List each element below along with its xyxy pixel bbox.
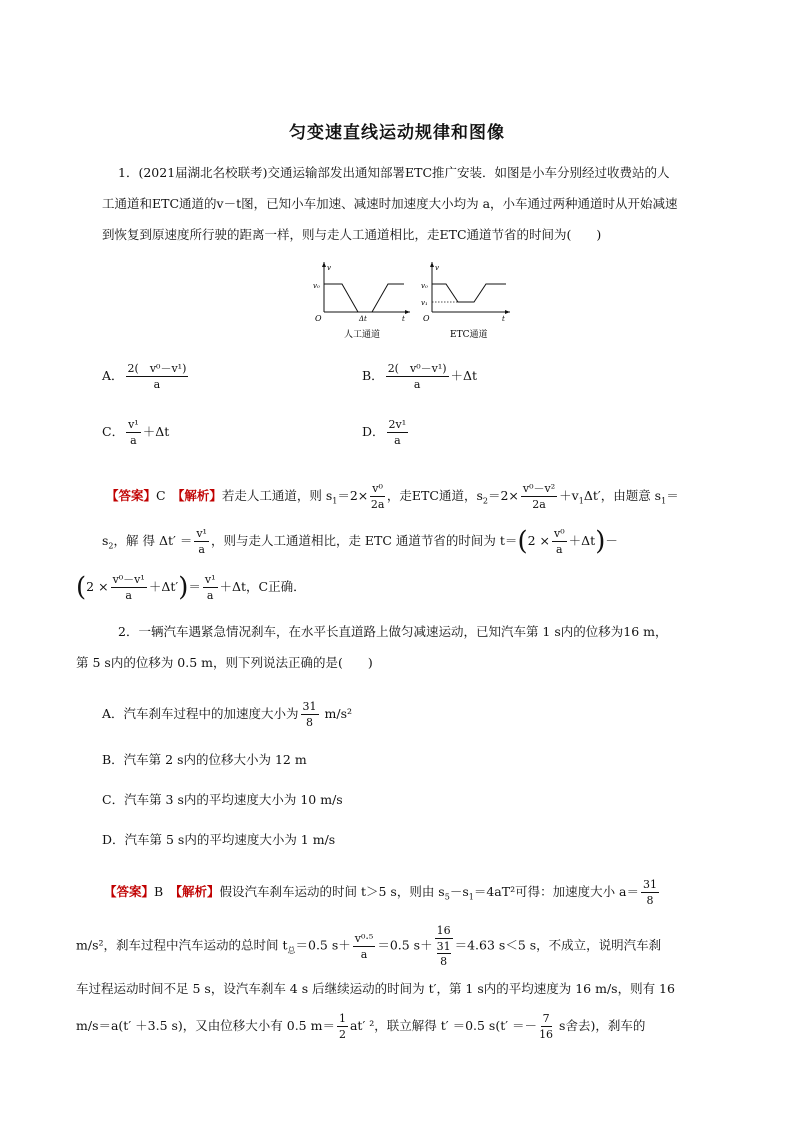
left-v-axis-label: v xyxy=(327,264,331,272)
q2-option-c: C．汽车第 3 s内的平均速度大小为 10 m/s xyxy=(102,792,343,807)
q1-option-b: B． $\frac{\text{2( v⁰－v¹)}}{a}$ ＋Δt xyxy=(362,362,478,391)
q2-option-a: A．汽车刹车过程中的加速度大小为 $\frac{31}{8}$ m/s² xyxy=(102,700,352,729)
q2-answer-line-4: m/s＝a(t′ ＋3.5 s)，又由位移大小有 0.5 m＝ $\frac{1}{2}$ at′ ²，联立解得 t′ ＝0.5 s(t′ ＝－ $\frac{7}{16}$ s舍去)，刹车的 xyxy=(76,1012,646,1041)
analysis-tag: 【解析】 xyxy=(178,488,222,503)
q1-answer-line-3: (2 × $\frac{\text{v⁰－v¹}}{a}$ ＋Δt′)＝ $\frac{\text{v¹}}{a}$ ＋Δt，C正确． xyxy=(76,572,306,603)
q1-line-3: 到恢复到原速度所行驶的距离一样，则与走人工通道相比，走ETC通道节省的时间为( ) xyxy=(102,227,602,242)
q1-option-c: C． $\frac{\text{v¹}}{a}$ ＋Δt xyxy=(102,418,170,447)
answer-tag: 【答案】 xyxy=(104,884,155,899)
q1-option-a: A． $\frac{\text{2( v⁰－v¹)}}{a}$ xyxy=(102,362,187,391)
q1-line-1: 1．(2021届湖北名校联考)交通运输部发出通知部署ETC推广安装．如图是小车分别经过收费站的人 xyxy=(118,165,670,180)
manual-lane-graph xyxy=(313,262,410,340)
page-title: 匀变速直线运动规律和图像 xyxy=(289,123,505,143)
q1-line-2: 工通道和ETC通道的v－t图，已知小车加速、减速时加速度大小均为 a，小车通过两种通道时从开始减速 xyxy=(102,196,678,211)
analysis-tag: 【解析】 xyxy=(175,884,220,899)
q1-answer-line-2: $s_2$，解 得 Δt′ ＝ $\frac{\text{v¹}}{a}$ ，则与走人工通道相比，走 ETC 通道节省的时间为 t＝(2 × $\frac{\text{v⁰}}{a}$ ＋Δt)－ xyxy=(102,526,618,557)
q2-line-2: 第 5 s内的位移为 0.5 m，则下列说法正确的是( ) xyxy=(76,655,373,670)
right-origin-label: O xyxy=(423,314,430,323)
left-v0-label: v₀ xyxy=(313,282,320,290)
delta-t-label: Δt xyxy=(359,315,367,323)
q2-line-1: 2．一辆汽车遇紧急情况刹车，在水平长直道路上做匀减速运动，已知汽车第 1 s内的位移为16 m， xyxy=(118,624,668,639)
q2-option-b: B．汽车第 2 s内的位移大小为 12 m xyxy=(102,752,307,767)
left-origin-label: O xyxy=(315,314,322,323)
answer-letter: C xyxy=(156,488,166,503)
left-t-axis-label: t xyxy=(402,315,405,323)
answer-letter: B xyxy=(154,884,164,899)
q2-option-d: D．汽车第 5 s内的平均速度大小为 1 m/s xyxy=(102,832,336,847)
right-v-axis-label: v xyxy=(435,264,439,272)
etc-lane-graph xyxy=(421,262,510,340)
q2-answer-line-1: 【答案】B 【解析】假设汽车刹车运动的时间 t＞5 s，则由 $s_5-s_1=4aT^2$可得：加速度大小 a＝ $\frac{31}{8}$ xyxy=(104,878,658,907)
right-t-axis-label: t xyxy=(502,315,505,323)
right-v1-label: v₁ xyxy=(421,299,428,307)
q2-answer-line-3: 车过程运动时间不足 5 s，设汽车刹车 4 s 后继续运动的时间为 t′，第 1 s内的平均速度为 16 m/s，则有 16 xyxy=(76,981,675,996)
answer-tag: 【答案】 xyxy=(106,488,157,503)
manual-lane-caption: 人工通道 xyxy=(344,330,381,340)
etc-lane-caption: ETC通道 xyxy=(450,330,488,340)
q1-answer-line-1: 【答案】C 【解析】若走人工通道，则 $s_1=2\times$ $\frac{\text{v⁰}}{2a}$ ，走ETC通道，$s_2=2\times$ $\frac{\text{v⁰－v²}}{2a}$ $+v_1\Delta t'$，由题意 $s_1=$ xyxy=(106,482,679,511)
q1-option-d: D． $\frac{\text{2v¹}}{a}$ xyxy=(362,418,407,447)
vt-graph-figure xyxy=(310,258,520,342)
right-v0-label: v₀ xyxy=(421,282,428,290)
q2-answer-line-2: m/s²，刹车过程中汽车运动的总时间 $t_总=0.5$ s＋ $\frac{\text{v⁰·⁵}}{a}$ ＝0.5 s＋ 16 31 8 ＝4.63 s＜5 s，不成立，说明汽车刹 xyxy=(76,924,662,968)
